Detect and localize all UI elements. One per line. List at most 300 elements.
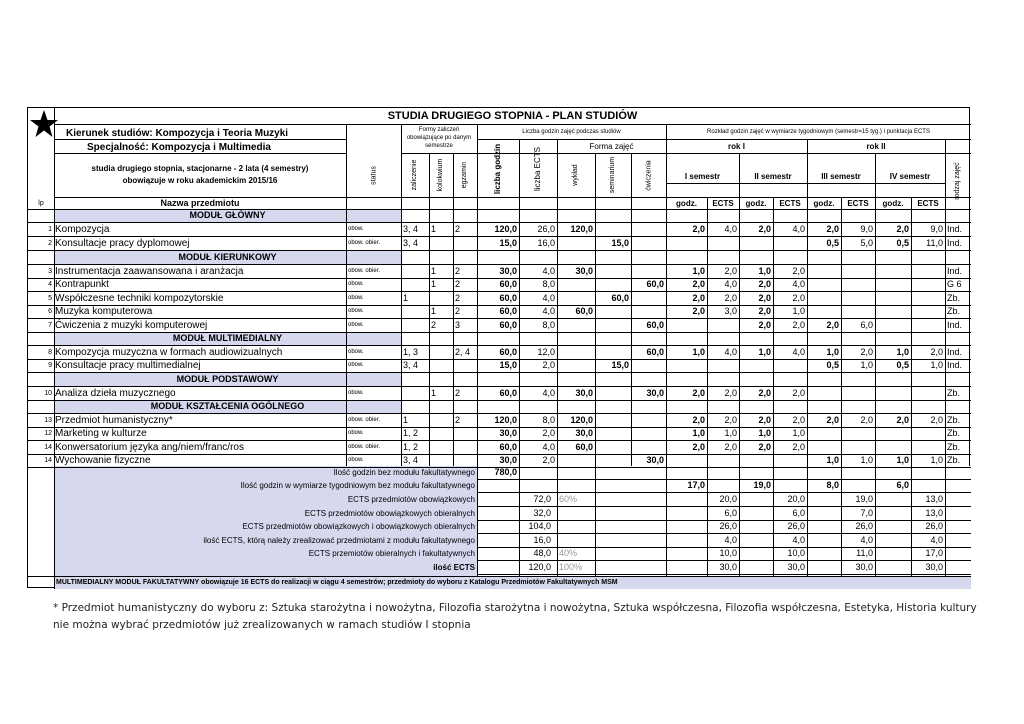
row-cell-g3: 0,5 bbox=[826, 238, 839, 248]
row-cell-godz: 30,0 bbox=[499, 266, 517, 276]
module-podstawowy: MODUŁ PODSTAWOWY bbox=[176, 374, 279, 384]
row-cell-ects: 4,0 bbox=[542, 266, 555, 276]
grid-line bbox=[911, 197, 912, 576]
row-cell-e1: 2,0 bbox=[724, 266, 737, 276]
row-cell-e4 bbox=[913, 387, 943, 400]
summary-g2 bbox=[741, 493, 771, 506]
summary-g1 bbox=[668, 493, 705, 506]
row-cell-e1 bbox=[709, 319, 737, 332]
summary-percent bbox=[559, 520, 593, 533]
row-subject-name: Kontrapunkt bbox=[55, 279, 109, 290]
summary-label: ECTS przedmiotów obowiązkowych obieralnych bbox=[304, 509, 475, 518]
row-cell-sem bbox=[597, 319, 629, 332]
row-cell-kol bbox=[431, 414, 451, 427]
row-cell-godz: 60,0 bbox=[499, 306, 517, 316]
wyklad-header: wykład bbox=[572, 164, 579, 186]
summary-percent bbox=[559, 534, 593, 547]
row-cell-rodz: Ind. bbox=[947, 360, 963, 370]
row-cell-sem bbox=[597, 454, 629, 467]
row-cell-e4 bbox=[913, 441, 943, 454]
row-cell-e2: 1,0 bbox=[792, 428, 805, 438]
row-cell-godz: 60,0 bbox=[499, 442, 517, 452]
summary-ects: 120,0 bbox=[528, 562, 551, 572]
row-cell-egz: 2 bbox=[455, 293, 461, 303]
grid-line bbox=[346, 124, 347, 466]
row-lp: 12 bbox=[44, 430, 52, 437]
row-cell-godz: 60,0 bbox=[499, 320, 517, 330]
summary-g2 bbox=[741, 534, 771, 547]
nazwa-header: Nazwa przedmiotu bbox=[160, 198, 240, 208]
row-cell-g3 bbox=[809, 292, 839, 305]
row-cell-zal: 3, 4 bbox=[403, 238, 419, 248]
row-cell-rodz: Ind. bbox=[947, 320, 963, 330]
row-cell-cw: 60,0 bbox=[646, 347, 664, 357]
summary-g2 bbox=[741, 547, 771, 560]
summary-e4: 26,0 bbox=[925, 521, 943, 531]
godz-subheader: godz. bbox=[676, 199, 697, 208]
row-cell-g3 bbox=[809, 441, 839, 454]
row-cell-kol: 2 bbox=[431, 320, 437, 330]
row-status: obow. bbox=[348, 226, 364, 232]
row-cell-g2: 2,0 bbox=[758, 306, 771, 316]
row-cell-e3 bbox=[843, 278, 873, 291]
kolokwium-header: kolokwium bbox=[437, 158, 444, 192]
rodzaj-header: rodzaj zajęć bbox=[954, 162, 961, 200]
row-cell-g4 bbox=[877, 387, 909, 400]
summary-g2 bbox=[741, 507, 771, 520]
summary-e4 bbox=[913, 466, 943, 479]
summary-e1: 10,0 bbox=[719, 548, 737, 558]
row-cell-sem bbox=[597, 346, 629, 359]
row-cell-ects: 8,0 bbox=[542, 320, 555, 330]
row-lp: 9 bbox=[48, 362, 52, 369]
row-cell-g1 bbox=[668, 359, 705, 372]
grid-line bbox=[28, 332, 971, 333]
row-cell-godz: 120,0 bbox=[494, 415, 517, 425]
row-cell-e4 bbox=[913, 278, 943, 291]
row-cell-rodz: Ind. bbox=[947, 224, 963, 234]
summary-godz: 780,0 bbox=[494, 467, 517, 477]
formy-zaliczen-header: Formy zaliczeń obowiązujące po danym semestrze bbox=[406, 127, 472, 149]
row-cell-e4: 2,0 bbox=[930, 347, 943, 357]
rok2-header: rok II bbox=[866, 142, 886, 151]
zaliczenie-header: zaliczenie bbox=[411, 159, 418, 191]
row-cell-kol bbox=[431, 359, 451, 372]
row-lp: 7 bbox=[48, 322, 52, 329]
row-cell-e4: 11,0 bbox=[926, 238, 943, 248]
summary-percent bbox=[559, 479, 593, 492]
row-cell-g4: 2,0 bbox=[896, 415, 909, 425]
row-cell-g2: 2,0 bbox=[758, 279, 771, 289]
summary-label: ECTS przedmiotów obowiązkowych i obowiązkowych obieralnych bbox=[242, 522, 475, 531]
row-status: obow. bbox=[348, 390, 364, 396]
grid-line bbox=[773, 197, 774, 576]
summary-godz bbox=[479, 507, 517, 520]
grid-line bbox=[453, 153, 454, 466]
row-cell-g2: 1,0 bbox=[758, 347, 771, 357]
row-status: obow. obier. bbox=[348, 444, 381, 450]
summary-g3 bbox=[809, 561, 839, 574]
summary-g2 bbox=[741, 520, 771, 533]
row-cell-g4: 1,0 bbox=[896, 455, 909, 465]
summary-ects: 32,0 bbox=[533, 508, 551, 518]
row-lp: 2 bbox=[48, 240, 52, 247]
row-cell-e3 bbox=[843, 305, 873, 318]
forma-zajec-header: Forma zajęć bbox=[589, 142, 634, 151]
row-cell-e4: 2,0 bbox=[930, 415, 943, 425]
summary-e3: 26,0 bbox=[855, 521, 873, 531]
summary-godz bbox=[479, 520, 517, 533]
row-cell-e4 bbox=[913, 305, 943, 318]
summary-godz bbox=[479, 547, 517, 560]
summary-g3 bbox=[809, 493, 839, 506]
summary-e2 bbox=[775, 466, 805, 479]
grid-line bbox=[739, 153, 740, 576]
status-header: status bbox=[370, 165, 377, 185]
row-cell-cw bbox=[633, 427, 664, 440]
row-cell-g1: 2,0 bbox=[692, 442, 705, 452]
row-cell-rodz: Zb. bbox=[947, 415, 961, 425]
row-cell-wyk: 120,0 bbox=[570, 224, 593, 234]
grid-line bbox=[28, 400, 971, 401]
row-lp: 3 bbox=[48, 268, 52, 275]
row-cell-egz: 2 bbox=[455, 388, 461, 398]
row-cell-egz bbox=[455, 427, 475, 440]
row-cell-e2: 2,0 bbox=[792, 442, 805, 452]
rok1-header: rok I bbox=[728, 142, 745, 151]
row-cell-e3 bbox=[843, 441, 873, 454]
liczba-godzin-col-header: liczba godzin bbox=[493, 143, 502, 195]
row-cell-e2: 2,0 bbox=[792, 266, 805, 276]
row-cell-ects: 16,0 bbox=[537, 238, 555, 248]
row-cell-sem bbox=[597, 427, 629, 440]
row-cell-sem bbox=[597, 305, 629, 318]
summary-g4 bbox=[877, 534, 909, 547]
sem1-header: I semestr bbox=[684, 172, 721, 181]
row-cell-zal bbox=[403, 319, 427, 332]
row-cell-cw bbox=[633, 305, 664, 318]
row-cell-e3 bbox=[843, 387, 873, 400]
row-cell-zal: 3, 4 bbox=[403, 224, 419, 234]
row-cell-e1 bbox=[709, 237, 737, 250]
kierunek-label: Kierunek studiów: Kompozycja i Teoria Muzyki bbox=[66, 128, 289, 139]
row-cell-g4 bbox=[877, 292, 909, 305]
row-cell-cw: 30,0 bbox=[646, 455, 664, 465]
summary-label: ilość ECTS bbox=[433, 563, 475, 572]
row-cell-g4: 0,5 bbox=[896, 360, 909, 370]
ects-subheader: ECTS bbox=[917, 199, 939, 208]
seminarium-header: seminarium bbox=[609, 156, 616, 194]
summary-godz bbox=[479, 561, 517, 574]
grid-line bbox=[429, 153, 430, 466]
row-cell-g3 bbox=[809, 305, 839, 318]
row-cell-g3: 1,0 bbox=[826, 347, 839, 357]
row-cell-ects: 4,0 bbox=[542, 306, 555, 316]
summary-g3 bbox=[809, 520, 839, 533]
grid-line bbox=[707, 197, 708, 576]
row-cell-e3: 2,0 bbox=[860, 347, 873, 357]
row-cell-e4 bbox=[913, 292, 943, 305]
summary-label: ilość ECTS, którą należy zrealizować przedmiotami z modułu fakultatywnego bbox=[203, 536, 475, 545]
summary-godz bbox=[479, 534, 517, 547]
row-status: obow. obier. bbox=[348, 240, 381, 246]
sem4-header: IV semestr bbox=[889, 172, 931, 181]
summary-g3 bbox=[809, 547, 839, 560]
row-cell-g3: 0,5 bbox=[826, 360, 839, 370]
summary-e2 bbox=[775, 479, 805, 492]
row-cell-g1: 1,0 bbox=[692, 428, 705, 438]
row-cell-g2: 2,0 bbox=[758, 224, 771, 234]
ects-subheader: ECTS bbox=[779, 199, 801, 208]
row-cell-rodz: Ind. bbox=[947, 238, 963, 248]
row-cell-e1: 2,0 bbox=[724, 388, 737, 398]
row-cell-g1: 2,0 bbox=[692, 224, 705, 234]
row-cell-zal: 1, 2 bbox=[403, 428, 419, 438]
row-cell-zal: 1 bbox=[403, 415, 409, 425]
row-cell-g1: 2,0 bbox=[692, 306, 705, 316]
row-cell-ects: 2,0 bbox=[542, 360, 555, 370]
row-cell-g2: 2,0 bbox=[758, 388, 771, 398]
summary-e3: 19,0 bbox=[855, 494, 873, 504]
footnote-restriction: nie można wybrać przedmiotów już zrealizowanych w ramach studiów I stopnia bbox=[53, 619, 471, 631]
cwiczenia-header: ćwiczenia bbox=[645, 159, 652, 191]
row-cell-egz: 2, 4 bbox=[455, 347, 471, 357]
grid-line bbox=[557, 139, 558, 576]
ects-subheader: ECTS bbox=[847, 199, 869, 208]
summary-label: Ilość godzin w wymiarze tygodniowym bez modułu fakultatywnego bbox=[240, 481, 475, 490]
row-cell-cw bbox=[633, 265, 664, 278]
row-subject-name: Muzyka komputerowa bbox=[55, 306, 153, 317]
summary-e2: 20,0 bbox=[787, 494, 805, 504]
grid-line bbox=[401, 153, 477, 154]
row-lp: 6 bbox=[48, 308, 52, 315]
row-cell-g3: 1,0 bbox=[826, 455, 839, 465]
grid-line bbox=[477, 153, 666, 154]
row-cell-ects: 2,0 bbox=[542, 455, 555, 465]
grid-line bbox=[595, 466, 596, 576]
row-cell-g2: 1,0 bbox=[758, 266, 771, 276]
summary-g4 bbox=[877, 493, 909, 506]
row-cell-wyk: 30,0 bbox=[575, 428, 593, 438]
row-cell-cw bbox=[633, 223, 664, 236]
summary-e2: 6,0 bbox=[792, 508, 805, 518]
grid-line bbox=[666, 124, 667, 576]
row-cell-godz: 120,0 bbox=[494, 224, 517, 234]
summary-g2: 19,0 bbox=[753, 480, 771, 490]
row-cell-wyk: 60,0 bbox=[575, 442, 593, 452]
summary-label: ECTS przedmiotów obowiązkowych bbox=[347, 495, 475, 504]
grid-line bbox=[945, 139, 946, 576]
row-cell-kol bbox=[431, 346, 451, 359]
row-cell-kol: 1 bbox=[431, 388, 437, 398]
row-status: obow. bbox=[348, 295, 364, 301]
summary-e1: 20,0 bbox=[719, 494, 737, 504]
row-cell-cw bbox=[633, 237, 664, 250]
summary-e2: 26,0 bbox=[787, 521, 805, 531]
row-lp: 10 bbox=[44, 390, 52, 397]
summary-g4 bbox=[877, 547, 909, 560]
module-ogolny: MODUŁ KSZTAŁCENIA OGÓLNEGO bbox=[150, 401, 305, 411]
row-cell-e2: 4,0 bbox=[792, 224, 805, 234]
row-cell-kol: 1 bbox=[431, 306, 437, 316]
summary-percent bbox=[559, 466, 593, 479]
row-cell-godz: 60,0 bbox=[499, 388, 517, 398]
lp-header: lp bbox=[38, 200, 44, 207]
summary-g2 bbox=[741, 561, 771, 574]
row-cell-sem: 15,0 bbox=[611, 238, 629, 248]
row-cell-g2: 2,0 bbox=[758, 442, 771, 452]
summary-ects: 16,0 bbox=[533, 535, 551, 545]
row-cell-rodz: G 6 bbox=[947, 279, 962, 289]
row-subject-name: Konsultacje pracy dyplomowej bbox=[55, 238, 190, 249]
row-cell-godz: 15,0 bbox=[499, 360, 517, 370]
row-cell-e3: 9,0 bbox=[860, 224, 873, 234]
summary-g1: 17,0 bbox=[687, 480, 705, 490]
row-cell-wyk: 120,0 bbox=[570, 415, 593, 425]
summary-e4: 13,0 bbox=[925, 494, 943, 504]
opis-line-1: studia drugiego stopnia, stacjonarne - 2 lata (4 semestry) bbox=[91, 164, 309, 173]
specjalnosc-label: Specjalność: Kompozycja i Multimedia bbox=[87, 142, 271, 153]
summary-g3: 8,0 bbox=[826, 480, 839, 490]
liczba-ects-col-header: liczba ECTS bbox=[533, 147, 542, 192]
summary-e1: 6,0 bbox=[724, 508, 737, 518]
summary-percent bbox=[559, 507, 593, 520]
row-cell-g4 bbox=[877, 319, 909, 332]
row-cell-egz: 2 bbox=[455, 279, 461, 289]
row-cell-g3 bbox=[809, 265, 839, 278]
row-cell-rodz: Zb. bbox=[947, 388, 961, 398]
row-status: obow. obier. bbox=[348, 417, 381, 423]
footnote-humanistic: * Przedmiot humanistyczny do wyboru z: Sztuka starożytna i nowożytna, Filozofia starożytna i nowożytna, Sztuka współczesna, Filozofia współczesna, Estetyka, Historia kultury bbox=[53, 602, 977, 614]
summary-percent: 100% bbox=[559, 562, 583, 572]
rozklad-header: Rozkład godzin zajęć w wymiarze tygodniowym (semestr=15 tyg.) i punktacja ECTS bbox=[707, 129, 930, 135]
row-cell-cw: 60,0 bbox=[646, 320, 664, 330]
row-cell-egz: 2 bbox=[455, 306, 461, 316]
row-cell-zal bbox=[403, 265, 427, 278]
title-underline bbox=[54, 124, 971, 125]
module-glowny: MODUŁ GŁÓWNY bbox=[189, 210, 266, 220]
grid-line bbox=[54, 153, 346, 154]
row-cell-g3: 2,0 bbox=[826, 320, 839, 330]
summary-e3: 30,0 bbox=[855, 562, 873, 572]
row-cell-rodz: Ind. bbox=[947, 347, 963, 357]
row-cell-e2: 2,0 bbox=[792, 415, 805, 425]
summary-percent: 60% bbox=[559, 494, 578, 504]
row-cell-sem: 60,0 bbox=[611, 293, 629, 303]
row-subject-name: Przedmiot humanistyczny* bbox=[55, 415, 173, 426]
row-cell-egz: 2 bbox=[455, 415, 461, 425]
row-cell-e3 bbox=[843, 265, 873, 278]
row-cell-g2: 2,0 bbox=[758, 293, 771, 303]
row-cell-g4 bbox=[877, 427, 909, 440]
summary-label: ECTS przemiotów obieralnych i fakultatywnych bbox=[308, 549, 475, 558]
row-cell-e1: 2,0 bbox=[724, 293, 737, 303]
summary-e2: 10,0 bbox=[787, 548, 805, 558]
row-subject-name: Kompozycja bbox=[55, 224, 110, 235]
row-cell-godz: 30,0 bbox=[499, 455, 517, 465]
summary-ects bbox=[521, 466, 551, 479]
row-cell-sem bbox=[597, 223, 629, 236]
liczba-godzin-header: Liczba godzin zajęć podczas studiów bbox=[522, 129, 621, 135]
row-cell-wyk bbox=[559, 346, 593, 359]
row-cell-rodz: Ind. bbox=[947, 266, 963, 276]
row-cell-sem bbox=[597, 387, 629, 400]
row-subject-name: Analiza dzieła muzycznego bbox=[55, 388, 176, 399]
row-cell-g1: 1,0 bbox=[692, 266, 705, 276]
row-cell-e2: 2,0 bbox=[792, 388, 805, 398]
grid-line bbox=[54, 139, 346, 140]
row-cell-g4 bbox=[877, 278, 909, 291]
summary-g1 bbox=[668, 466, 705, 479]
row-cell-sem bbox=[597, 441, 629, 454]
summary-ects: 72,0 bbox=[533, 494, 551, 504]
module-kierunkowy: MODUŁ KIERUNKOWY bbox=[178, 252, 277, 262]
row-cell-g3 bbox=[809, 278, 839, 291]
row-cell-godz: 30,0 bbox=[499, 428, 517, 438]
row-status: obow. bbox=[348, 457, 364, 463]
summary-e2: 4,0 bbox=[792, 535, 805, 545]
row-cell-zal bbox=[403, 305, 427, 318]
row-subject-name: Ćwiczenia z muzyki komputerowej bbox=[55, 320, 208, 331]
row-cell-kol bbox=[431, 427, 451, 440]
row-cell-g3: 2,0 bbox=[826, 415, 839, 425]
row-status: obow. obier. bbox=[348, 268, 381, 274]
summary-g3 bbox=[809, 466, 839, 479]
summary-e3: 11,0 bbox=[856, 548, 873, 558]
row-cell-wyk bbox=[559, 319, 593, 332]
summary-godz bbox=[479, 479, 517, 492]
opis-line-2: obowiązuje w roku akademickim 2015/16 bbox=[122, 176, 278, 185]
row-cell-godz: 60,0 bbox=[499, 279, 517, 289]
row-subject-name: Instrumentacja zaawansowana i aranżacja bbox=[55, 266, 244, 277]
row-cell-cw bbox=[633, 441, 664, 454]
row-cell-e3 bbox=[843, 292, 873, 305]
row-cell-e4: 1,0 bbox=[930, 455, 943, 465]
summary-e1: 30,0 bbox=[719, 562, 737, 572]
godz-subheader: godz. bbox=[745, 199, 767, 208]
row-cell-e1: 4,0 bbox=[724, 279, 737, 289]
summary-e3: 7,0 bbox=[860, 508, 873, 518]
row-status: obow. bbox=[348, 349, 364, 355]
row-cell-rodz: Zb. bbox=[947, 428, 961, 438]
grid-line bbox=[807, 139, 808, 576]
module-multimedialny: MODUŁ MULTIMEDIALNY bbox=[172, 333, 283, 343]
row-cell-e4: 1,0 bbox=[930, 360, 943, 370]
row-cell-e1: 2,0 bbox=[724, 415, 737, 425]
summary-e3 bbox=[843, 479, 873, 492]
row-lp: 14 bbox=[44, 457, 52, 464]
row-cell-kol: 1 bbox=[431, 266, 437, 276]
godz-subheader: godz. bbox=[882, 199, 904, 208]
row-cell-zal: 3, 4 bbox=[403, 360, 419, 370]
row-cell-kol bbox=[431, 292, 451, 305]
row-lp: 13 bbox=[44, 417, 52, 424]
row-lp: 5 bbox=[48, 295, 52, 302]
row-cell-wyk: 30,0 bbox=[575, 388, 593, 398]
row-cell-e3 bbox=[843, 427, 873, 440]
row-cell-kol: 1 bbox=[431, 224, 437, 234]
row-cell-e4 bbox=[913, 319, 943, 332]
grid-line bbox=[666, 183, 945, 184]
row-cell-ects: 26,0 bbox=[537, 224, 555, 234]
summary-e4: 17,0 bbox=[925, 548, 943, 558]
row-cell-cw: 30,0 bbox=[646, 388, 664, 398]
grid-line bbox=[875, 153, 876, 576]
grid-line bbox=[631, 153, 632, 466]
row-cell-kol bbox=[431, 441, 451, 454]
row-cell-e3: 2,0 bbox=[860, 415, 873, 425]
row-cell-cw bbox=[633, 359, 664, 372]
